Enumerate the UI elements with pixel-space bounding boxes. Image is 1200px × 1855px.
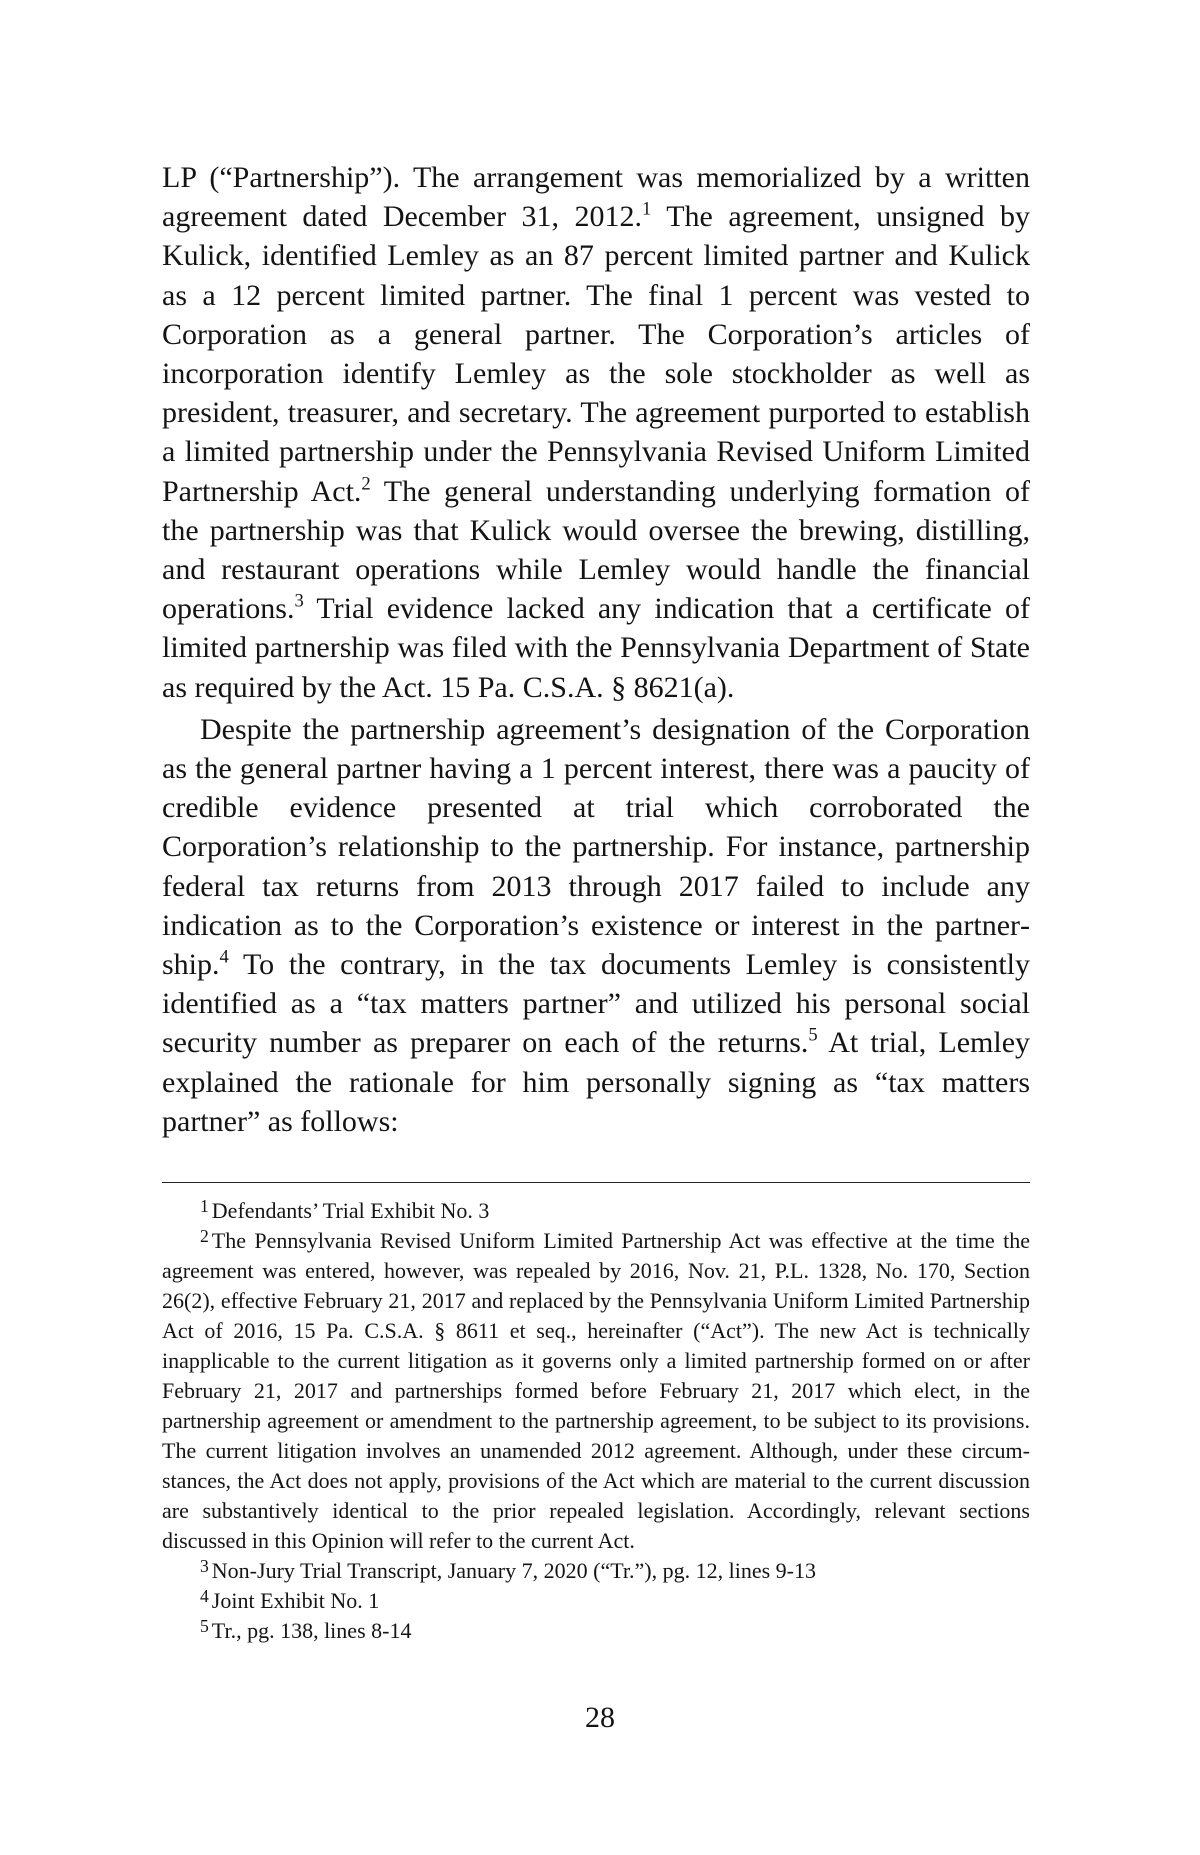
footnote-3 [162, 1556, 1030, 1586]
footnote-number: 1 [200, 1196, 209, 1217]
footnote-4 [162, 1586, 1030, 1616]
footnote-text: Joint Exhibit No. 1 [211, 1588, 380, 1613]
footnote-number: 5 [200, 1616, 209, 1637]
paragraph-2: Despite the partnership agreement’s designation of the Corporation as the general partner having a 1 percent interest, there was a paucity of credible evidence presented at trial which corroborated the Corporation’s relationship to the partnership. For instance, partnership federal tax returns from 2013 through 2017 failed to include any indication as to the Corporation’s existence or interest in the partnership.$^4$ To the contrary, in the tax documents Lemley is consistently identified as a “tax matters partner” and utilized his personal social security number as preparer on each of the returns.$^5$ At trial, Lemley explained the rationale for him personally signing as “tax matters partner” as follows: [162, 712, 1031, 1138]
footnote-ref: 3 [294, 590, 304, 612]
footnote-number: 3 [200, 1556, 209, 1577]
footnote-5 [162, 1616, 1030, 1646]
paragraph-1: LP (“Partnership”). The arrangement was memorialized by a written agreement dated December 31, 2012.$^1$ The agreement, unsigned by Kulick, identified Lemley as an 87 percent limited partner and Kulick as a 12 percent limited partner. The final 1 percent was vested to Corporation as a general partner. The Corporation’s articles of incorporation identify Lemley as the sole stockholder as well as president, treasurer, and secretary. The agreement purported to establish a limited partnership under the Pennsylvania Revised Uniform Limited Partnership Act.$^2$ The general understanding underlying formation of the partnership was that Kulick would oversee the brewing, distilling, and restaurant operations while Lemley would handle the financial operations.$^3$ Trial evidence lacked any indication that a certificate of limited partnership was filed with the Pennsylvania Department of State as required by the Act. 15 Pa. C.S.A. § 8621(a). [162, 161, 1030, 704]
footnotes [162, 1196, 1030, 1646]
footnote-text: Non-Jury Trial Transcript, January 7, 2020 (“Tr.”), pg. 12, lines 9-13 [211, 1558, 816, 1583]
footnote-ref: 5 [808, 1024, 818, 1046]
footnote-ref: 4 [219, 946, 229, 968]
page-number: 28 [585, 1701, 615, 1734]
footnote-number: 4 [200, 1586, 209, 1607]
footnote-number: 2 [200, 1226, 209, 1247]
body-text [162, 158, 1030, 1141]
footnote-ref: 1 [642, 198, 652, 220]
footnote-divider [162, 1182, 1030, 1183]
footnote-text: The Pennsylvania Revised Uniform Limited Partnership Act was effective at the time the agreement was entered, however, was repealed by 2016, Nov. 21, P.L. 1328, No. 170, Section 26(2), effective February 21, 2017 and replaced by the Pennsylvania Uniform Limited Partnership Act of 2016, 15 Pa. C.S.A. § 8611 et seq., hereinafter (“Act”). The new Act is technically inapplicable to the current litigation as it governs only a limited partnership formed on or after February 21, 2017 and partnerships formed before February 21, 2017 which elect, in the partnership agreement or amendment to the partnership agreement, to be subject to its provisions. The current litigation involves an unamended 2012 agreement. Although, under these circumstances, the Act does not apply, provisions of the Act which are material to the current discussion are substantively identical to the prior repealed legislation. Accordingly, relevant sections discussed in this Opinion will refer to the current Act. [162, 1228, 1030, 1553]
footnote-ref: 2 [361, 473, 371, 495]
footnote-text: Defendants’ Trial Exhibit No. 3 [211, 1198, 490, 1223]
footnote-2 [162, 1226, 1030, 1556]
footnote-text: Tr., pg. 138, lines 8-14 [211, 1618, 412, 1643]
footnote-1 [162, 1196, 1030, 1226]
